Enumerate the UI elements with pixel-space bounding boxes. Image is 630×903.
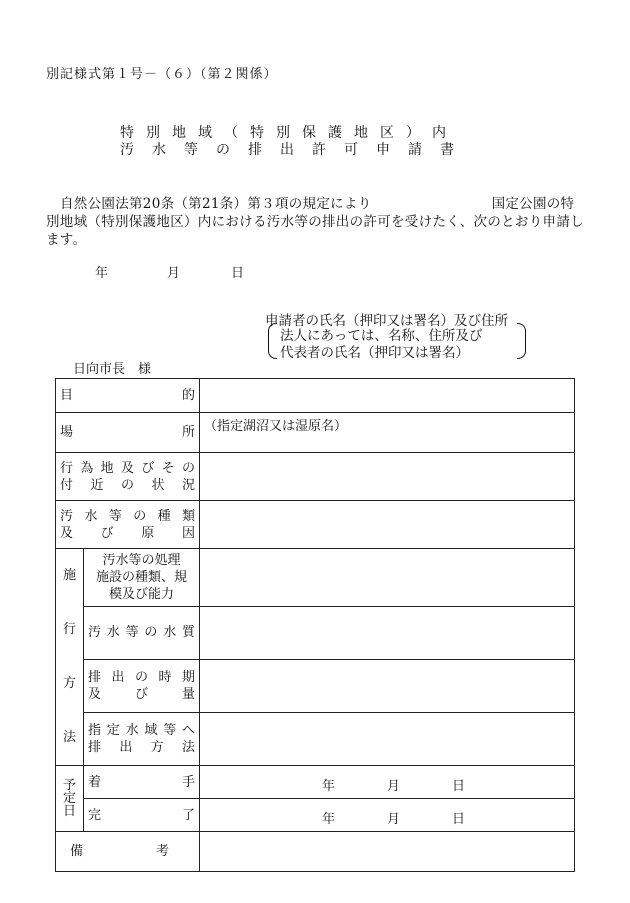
start-month-label: 月 <box>387 779 401 794</box>
quality-field[interactable] <box>200 606 575 659</box>
designated-field[interactable] <box>200 712 575 765</box>
left-bracket <box>268 323 277 359</box>
table-row-designated <box>56 712 575 765</box>
table-row-purpose <box>56 379 575 413</box>
site-field[interactable] <box>200 453 575 501</box>
applicant-bracket-note <box>268 323 526 359</box>
applicant-label: 申請者の氏名（押印又は署名）及び住所 <box>265 313 508 329</box>
start-date-field[interactable] <box>200 766 575 799</box>
start-year-label: 年 <box>322 779 336 794</box>
purpose-field[interactable] <box>200 379 575 413</box>
application-statement <box>46 195 586 249</box>
type-label-line-2: 及び原因 <box>60 525 196 541</box>
table-row-facility <box>56 549 575 607</box>
statement-part-1: 自然公園法第20条（第21条）第３項の規定により <box>60 196 372 212</box>
table-row-timing <box>56 659 575 712</box>
finish-month-label: 月 <box>387 812 401 827</box>
method-label <box>56 549 84 766</box>
location-label: 場所 <box>56 413 200 453</box>
timing-field[interactable] <box>200 659 575 712</box>
schedule-char-2: 定 <box>62 791 76 806</box>
method-char-2: 行 <box>62 622 76 637</box>
statement-part-2: 国定公園の特別地域（特別保護地区）内における汚水等の排出の許可を受けたく、次のとおり申請します。 <box>46 196 584 248</box>
table-row-finish <box>56 799 575 832</box>
finish-year-label: 年 <box>322 812 336 827</box>
table-row-quality <box>56 606 575 659</box>
designated-label-line-1: 指定水域等へ <box>88 722 196 738</box>
type-label-line-1: 汚水等の種類 <box>60 508 196 524</box>
type-field[interactable] <box>200 501 575 549</box>
location-note: （指定湖沼又は湿原名） <box>204 419 348 434</box>
table-row-location <box>56 413 575 453</box>
right-bracket <box>517 323 526 359</box>
date-day-label: 日 <box>231 266 245 281</box>
finish-day-label: 日 <box>452 812 466 827</box>
table-row-remarks <box>56 832 575 872</box>
timing-label <box>84 659 200 712</box>
timing-label-line-1: 排出の時期 <box>88 669 196 685</box>
title-line-1: 特別地域（特別保護地区）内 <box>120 125 458 141</box>
purpose-label: 目的 <box>56 379 200 413</box>
location-field[interactable] <box>200 413 575 453</box>
date-year-label: 年 <box>95 266 109 281</box>
schedule-char-1: 予 <box>62 778 76 793</box>
table-row-site <box>56 453 575 501</box>
site-label-line-1: 行為地及びその <box>60 460 196 476</box>
start-day-label: 日 <box>452 779 466 794</box>
title-line-2: 汚水等の排出許可申請書 <box>120 142 472 158</box>
method-char-4: 法 <box>62 730 76 745</box>
table-row-start <box>56 766 575 799</box>
application-date <box>95 262 244 281</box>
start-label: 着手 <box>84 766 200 799</box>
timing-label-line-2: 及び量 <box>88 686 196 702</box>
type-label <box>56 501 200 549</box>
quality-label: 汚水等の水質 <box>84 606 200 659</box>
finish-label: 完了 <box>84 799 200 832</box>
date-month-label: 月 <box>167 266 181 281</box>
method-char-1: 施 <box>62 568 76 583</box>
method-char-3: 方 <box>62 676 76 691</box>
designated-label <box>84 712 200 765</box>
bracket-line-2: 代表者の氏名（押印又は署名） <box>280 345 469 361</box>
table-row-type <box>56 501 575 549</box>
addressee: 日向市長 様 <box>73 362 152 377</box>
schedule-char-3: 日 <box>62 804 76 819</box>
finish-date-field[interactable] <box>200 799 575 832</box>
facility-label-line-1: 汚水等の処理 <box>102 552 181 568</box>
application-form-table <box>55 378 575 872</box>
remarks-label <box>56 832 200 872</box>
facility-label <box>84 549 200 607</box>
facility-label-line-3: 模及び能力 <box>109 586 175 602</box>
bracket-line-1: 法人にあっては、名称、住所及び <box>280 328 483 344</box>
facility-field[interactable] <box>200 549 575 607</box>
facility-label-line-2: 施設の種類、規 <box>96 569 188 585</box>
designated-label-line-2: 排出方法 <box>88 739 196 755</box>
schedule-label <box>56 766 84 832</box>
remarks-field[interactable] <box>200 832 575 872</box>
form-number: 別記様式第１号－（６）（第２関係） <box>46 67 278 82</box>
site-label-line-2: 付近の状況 <box>60 477 196 493</box>
remarks-label-text: 備考 <box>70 844 170 859</box>
site-label <box>56 453 200 501</box>
